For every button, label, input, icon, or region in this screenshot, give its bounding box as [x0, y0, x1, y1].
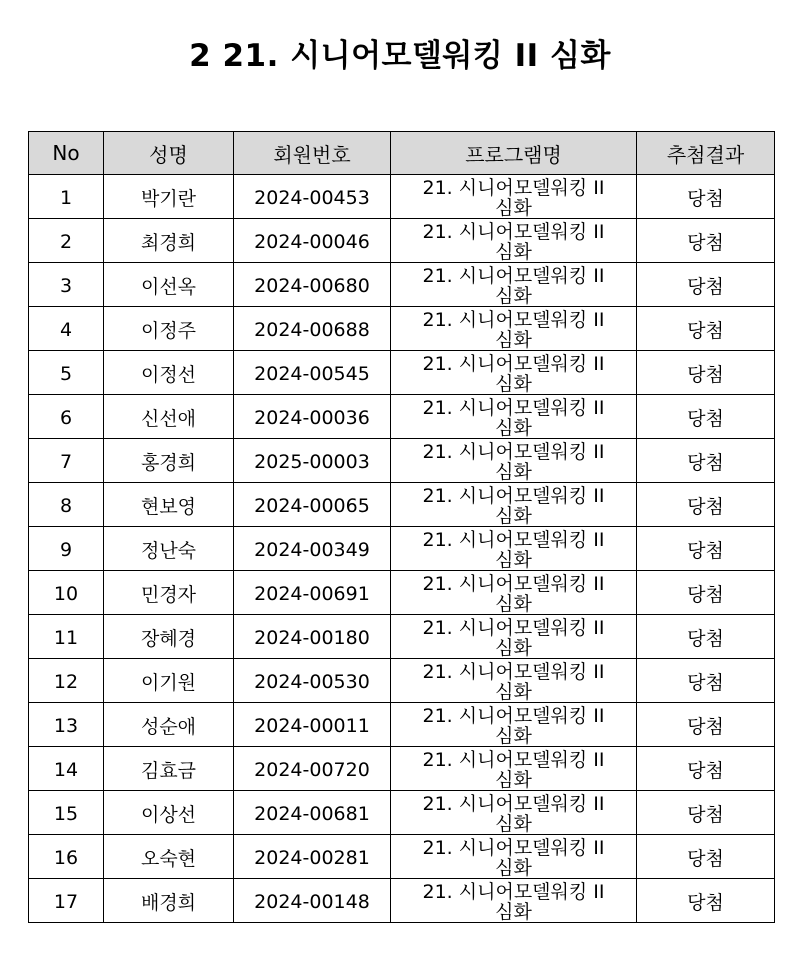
cell-program: [391, 439, 637, 483]
cell-member-id: 2024-00281: [234, 835, 391, 879]
cell-name: 이상선: [104, 791, 234, 835]
program-name-text: 21. 시니어모델워킹 II 심화: [422, 177, 605, 218]
header-no: No: [29, 132, 104, 175]
cell-no: 5: [29, 351, 104, 395]
cell-member-id: 2024-00453: [234, 175, 391, 219]
table-row: [29, 219, 775, 263]
cell-no: 9: [29, 527, 104, 571]
header-member-id: 회원번호: [234, 132, 391, 175]
cell-program: [391, 703, 637, 747]
cell-member-id: 2024-00036: [234, 395, 391, 439]
cell-result: 당첨: [637, 263, 775, 307]
cell-result: 당첨: [637, 395, 775, 439]
cell-result: 당첨: [637, 571, 775, 615]
table-row: [29, 395, 775, 439]
cell-name: 장혜경: [104, 615, 234, 659]
program-name-text: 21. 시니어모델워킹 II 심화: [422, 265, 605, 306]
cell-result: 당첨: [637, 219, 775, 263]
cell-program: [391, 747, 637, 791]
program-name-text: 21. 시니어모델워킹 II 심화: [422, 485, 605, 526]
cell-program: [391, 351, 637, 395]
cell-member-id: 2024-00680: [234, 263, 391, 307]
cell-program: [391, 175, 637, 219]
cell-result: 당첨: [637, 835, 775, 879]
cell-member-id: 2024-00688: [234, 307, 391, 351]
cell-result: 당첨: [637, 439, 775, 483]
header-row: [29, 132, 775, 175]
cell-member-id: 2024-00148: [234, 879, 391, 923]
cell-program: [391, 659, 637, 703]
table-row: [29, 483, 775, 527]
cell-name: 이정주: [104, 307, 234, 351]
cell-program: [391, 791, 637, 835]
cell-no: 3: [29, 263, 104, 307]
cell-name: 배경희: [104, 879, 234, 923]
cell-name: 이정선: [104, 351, 234, 395]
table-row: [29, 263, 775, 307]
cell-member-id: 2024-00720: [234, 747, 391, 791]
cell-no: 15: [29, 791, 104, 835]
program-name-text: 21. 시니어모델워킹 II 심화: [422, 661, 605, 702]
table-row: [29, 703, 775, 747]
table-row: [29, 175, 775, 219]
header-result: 추첨결과: [637, 132, 775, 175]
cell-member-id: 2024-00545: [234, 351, 391, 395]
cell-name: 현보영: [104, 483, 234, 527]
cell-no: 1: [29, 175, 104, 219]
program-name-text: 21. 시니어모델워킹 II 심화: [422, 397, 605, 438]
cell-result: 당첨: [637, 703, 775, 747]
cell-member-id: 2024-00065: [234, 483, 391, 527]
cell-name: 홍경희: [104, 439, 234, 483]
table-row: [29, 615, 775, 659]
table-row: [29, 351, 775, 395]
cell-no: 6: [29, 395, 104, 439]
cell-no: 13: [29, 703, 104, 747]
cell-result: 당첨: [637, 659, 775, 703]
cell-no: 2: [29, 219, 104, 263]
program-name-text: 21. 시니어모델워킹 II 심화: [422, 617, 605, 658]
cell-no: 4: [29, 307, 104, 351]
cell-no: 12: [29, 659, 104, 703]
lottery-result-table: [28, 131, 775, 923]
cell-name: 최경희: [104, 219, 234, 263]
page-title: 2 21. 시니어모델워킹 II 심화: [189, 38, 611, 74]
cell-no: 17: [29, 879, 104, 923]
cell-name: 민경자: [104, 571, 234, 615]
program-name-text: 21. 시니어모델워킹 II 심화: [422, 353, 605, 394]
table-row: [29, 747, 775, 791]
cell-no: 16: [29, 835, 104, 879]
cell-member-id: 2024-00530: [234, 659, 391, 703]
program-name-text: 21. 시니어모델워킹 II 심화: [422, 837, 605, 878]
table-row: [29, 659, 775, 703]
cell-result: 당첨: [637, 615, 775, 659]
program-name-text: 21. 시니어모델워킹 II 심화: [422, 881, 605, 922]
cell-result: 당첨: [637, 483, 775, 527]
cell-member-id: 2024-00011: [234, 703, 391, 747]
table-header: [29, 132, 775, 175]
cell-member-id: 2025-00003: [234, 439, 391, 483]
table-row: [29, 439, 775, 483]
cell-member-id: 2024-00681: [234, 791, 391, 835]
cell-program: [391, 307, 637, 351]
program-name-text: 21. 시니어모델워킹 II 심화: [422, 529, 605, 570]
table-row: [29, 791, 775, 835]
cell-member-id: 2024-00349: [234, 527, 391, 571]
cell-program: [391, 615, 637, 659]
table-body: [29, 175, 775, 923]
cell-result: 당첨: [637, 791, 775, 835]
cell-name: 신선애: [104, 395, 234, 439]
program-name-text: 21. 시니어모델워킹 II 심화: [422, 749, 605, 790]
cell-name: 이선옥: [104, 263, 234, 307]
program-name-text: 21. 시니어모델워킹 II 심화: [422, 221, 605, 262]
cell-program: [391, 879, 637, 923]
cell-result: 당첨: [637, 307, 775, 351]
program-name-text: 21. 시니어모델워킹 II 심화: [422, 441, 605, 482]
program-name-text: 21. 시니어모델워킹 II 심화: [422, 705, 605, 746]
cell-no: 11: [29, 615, 104, 659]
cell-result: 당첨: [637, 351, 775, 395]
table-row: [29, 571, 775, 615]
program-name-text: 21. 시니어모델워킹 II 심화: [422, 573, 605, 614]
cell-program: [391, 219, 637, 263]
cell-program: [391, 571, 637, 615]
cell-program: [391, 835, 637, 879]
cell-no: 10: [29, 571, 104, 615]
cell-program: [391, 395, 637, 439]
cell-program: [391, 263, 637, 307]
table-row: [29, 879, 775, 923]
cell-result: 당첨: [637, 747, 775, 791]
cell-member-id: 2024-00046: [234, 219, 391, 263]
cell-program: [391, 483, 637, 527]
cell-no: 7: [29, 439, 104, 483]
cell-member-id: 2024-00180: [234, 615, 391, 659]
cell-result: 당첨: [637, 527, 775, 571]
table-row: [29, 835, 775, 879]
cell-result: 당첨: [637, 175, 775, 219]
cell-name: 정난숙: [104, 527, 234, 571]
cell-name: 오숙현: [104, 835, 234, 879]
cell-name: 김효금: [104, 747, 234, 791]
cell-no: 8: [29, 483, 104, 527]
table-row: [29, 307, 775, 351]
cell-name: 이기원: [104, 659, 234, 703]
cell-no: 14: [29, 747, 104, 791]
cell-result: 당첨: [637, 879, 775, 923]
cell-program: [391, 527, 637, 571]
header-name: 성명: [104, 132, 234, 175]
program-name-text: 21. 시니어모델워킹 II 심화: [422, 309, 605, 350]
table-row: [29, 527, 775, 571]
cell-member-id: 2024-00691: [234, 571, 391, 615]
cell-name: 박기란: [104, 175, 234, 219]
program-name-text: 21. 시니어모델워킹 II 심화: [422, 793, 605, 834]
header-program: 프로그램명: [391, 132, 637, 175]
cell-name: 성순애: [104, 703, 234, 747]
